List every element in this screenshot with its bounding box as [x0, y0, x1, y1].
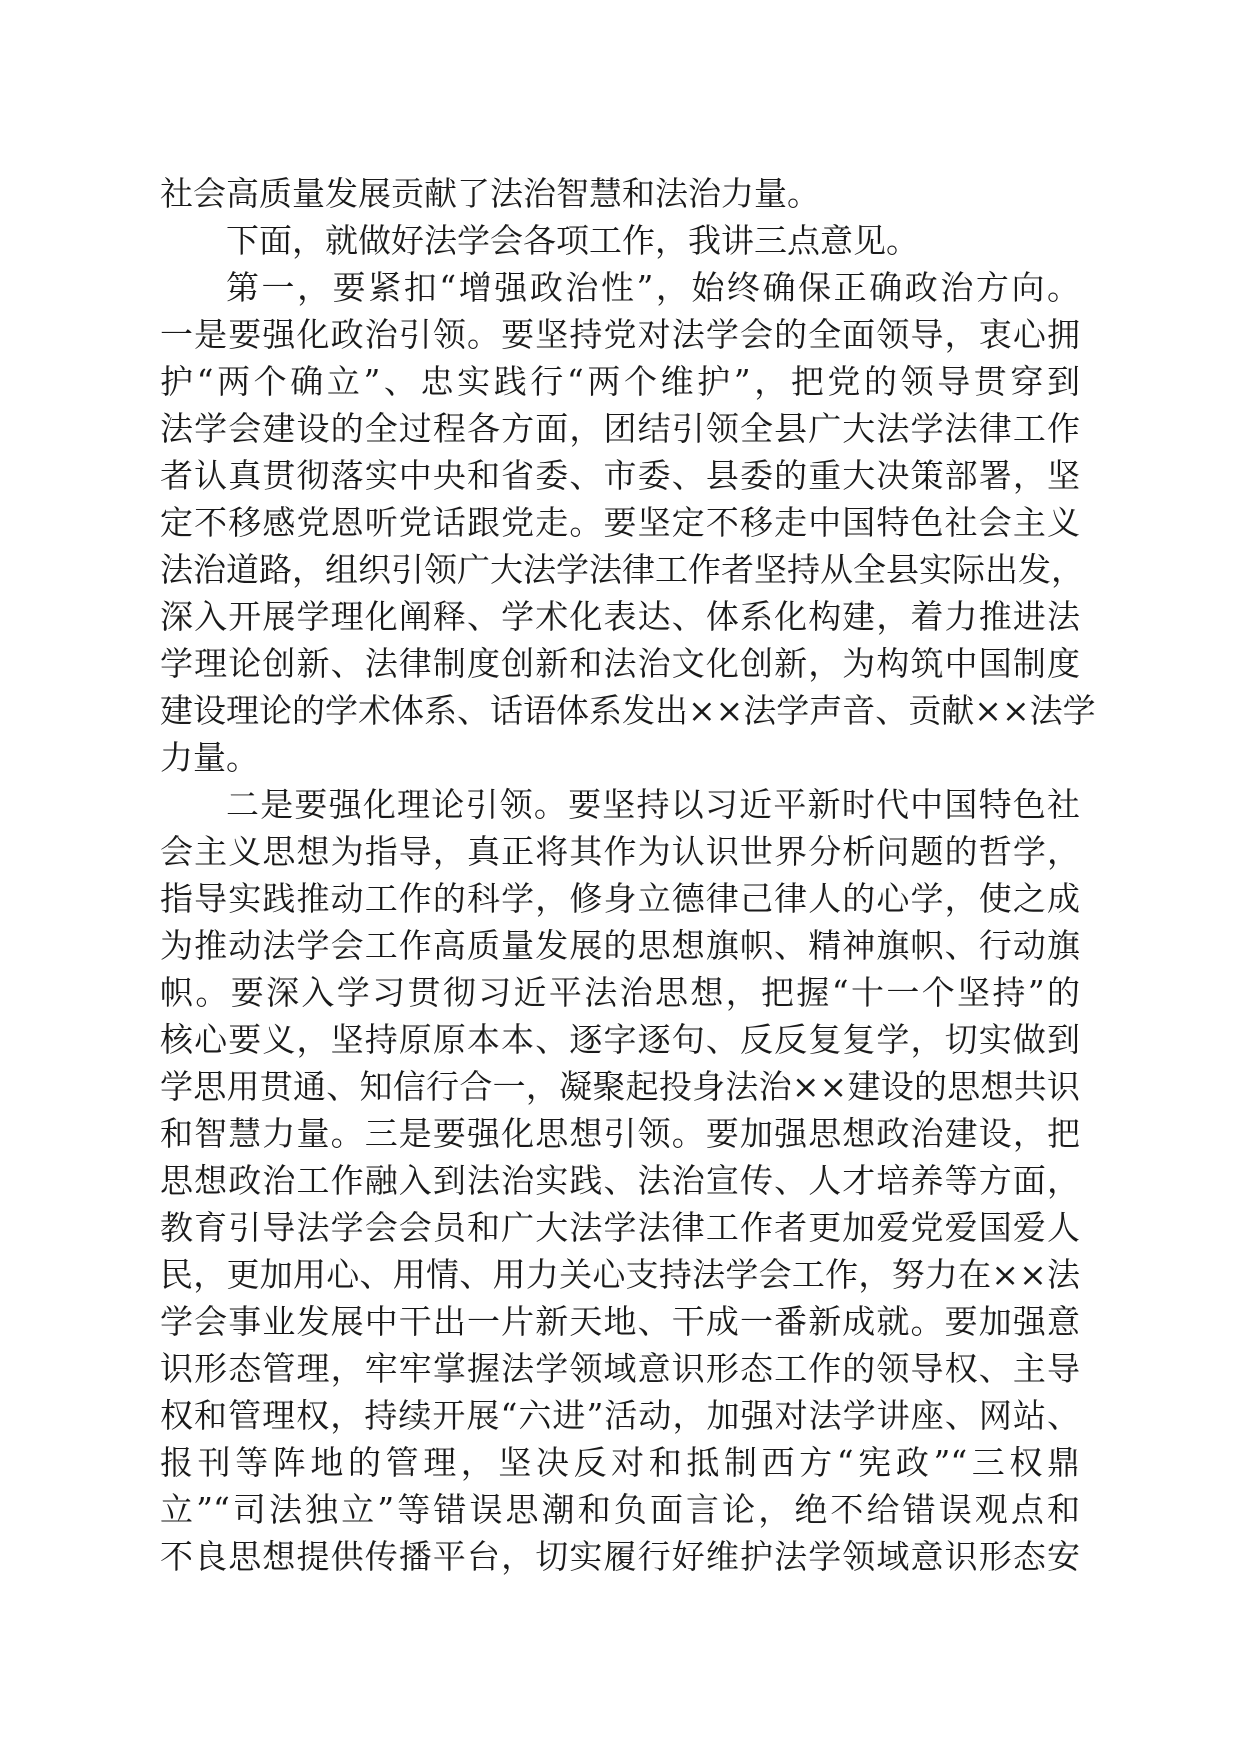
text-line: 法学会建设的全过程各方面，团结引领全县广大法学法律工作 [160, 409, 1080, 448]
text-line: 为推动法学会工作高质量发展的思想旗帜、精神旗帜、行动旗 [160, 926, 1080, 965]
text-line: 民，更加用心、用情、用力关心支持法学会工作，努力在××法 [160, 1255, 1080, 1294]
text-line: 下面，就做好法学会各项工作，我讲三点意见。 [226, 221, 919, 260]
text-line: 法治道路，组织引领广大法学法律工作者坚持从全县实际出发， [160, 550, 1084, 589]
text-line: 核心要义，坚持原原本本、逐字逐句、反反复复学，切实做到 [160, 1020, 1080, 1059]
text-line: 二是要强化理论引领。要坚持以习近平新时代中国特色社 [226, 785, 1080, 824]
text-line: 和智慧力量。三是要强化思想引领。要加强思想政治建设，把 [160, 1114, 1080, 1153]
text-line: 定不移感党恩听党话跟党走。要坚定不移走中国特色社会主义 [160, 503, 1080, 542]
text-line: 力量。 [160, 738, 259, 777]
text-line: 识形态管理，牢牢掌握法学领域意识形态工作的领导权、主导 [160, 1349, 1080, 1388]
body-text [160, 170, 1096, 1580]
text-line: 立”“司法独立”等错误思潮和负面言论，绝不给错误观点和 [160, 1490, 1080, 1529]
text-line: 第一，要紧扣“增强政治性”，始终确保正确政治方向。 [226, 268, 1080, 307]
text-line: 者认真贯彻落实中央和省委、市委、县委的重大决策部署，坚 [160, 456, 1080, 495]
text-line: 学思用贯通、知信行合一，凝聚起投身法治××建设的思想共识 [160, 1067, 1080, 1106]
text-line: 帜。要深入学习贯彻习近平法治思想，把握“十一个坚持”的 [160, 973, 1080, 1012]
text-line: 深入开展学理化阐释、学术化表达、体系化构建，着力推进法 [160, 597, 1080, 636]
text-line: 会主义思想为指导，真正将其作为认识世界分析问题的哲学， [160, 832, 1080, 871]
text-line: 社会高质量发展贡献了法治智慧和法治力量。 [160, 174, 820, 213]
text-line: 权和管理权，持续开展“六进”活动，加强对法学讲座、网站、 [160, 1396, 1080, 1435]
text-line: 一是要强化政治引领。要坚持党对法学会的全面领导，衷心拥 [160, 315, 1080, 354]
text-line: 指导实践推动工作的科学，修身立德律己律人的心学，使之成 [160, 879, 1080, 918]
text-line: 不良思想提供传播平台，切实履行好维护法学领域意识形态安 [160, 1537, 1080, 1576]
text-line: 学理论创新、法律制度创新和法治文化创新，为构筑中国制度 [160, 644, 1080, 683]
text-line: 学会事业发展中干出一片新天地、干成一番新成就。要加强意 [160, 1302, 1080, 1341]
text-line: 教育引导法学会会员和广大法学法律工作者更加爱党爱国爱人 [160, 1208, 1080, 1247]
text-line: 报刊等阵地的管理，坚决反对和抵制西方“宪政”“三权鼎 [160, 1443, 1080, 1482]
text-line: 护“两个确立”、忠实践行“两个维护”，把党的领导贯穿到 [160, 362, 1080, 401]
text-line: 建设理论的学术体系、话语体系发出××法学声音、贡献××法学 [160, 691, 1096, 730]
text-line: 思想政治工作融入到法治实践、法治宣传、人才培养等方面， [160, 1161, 1080, 1200]
